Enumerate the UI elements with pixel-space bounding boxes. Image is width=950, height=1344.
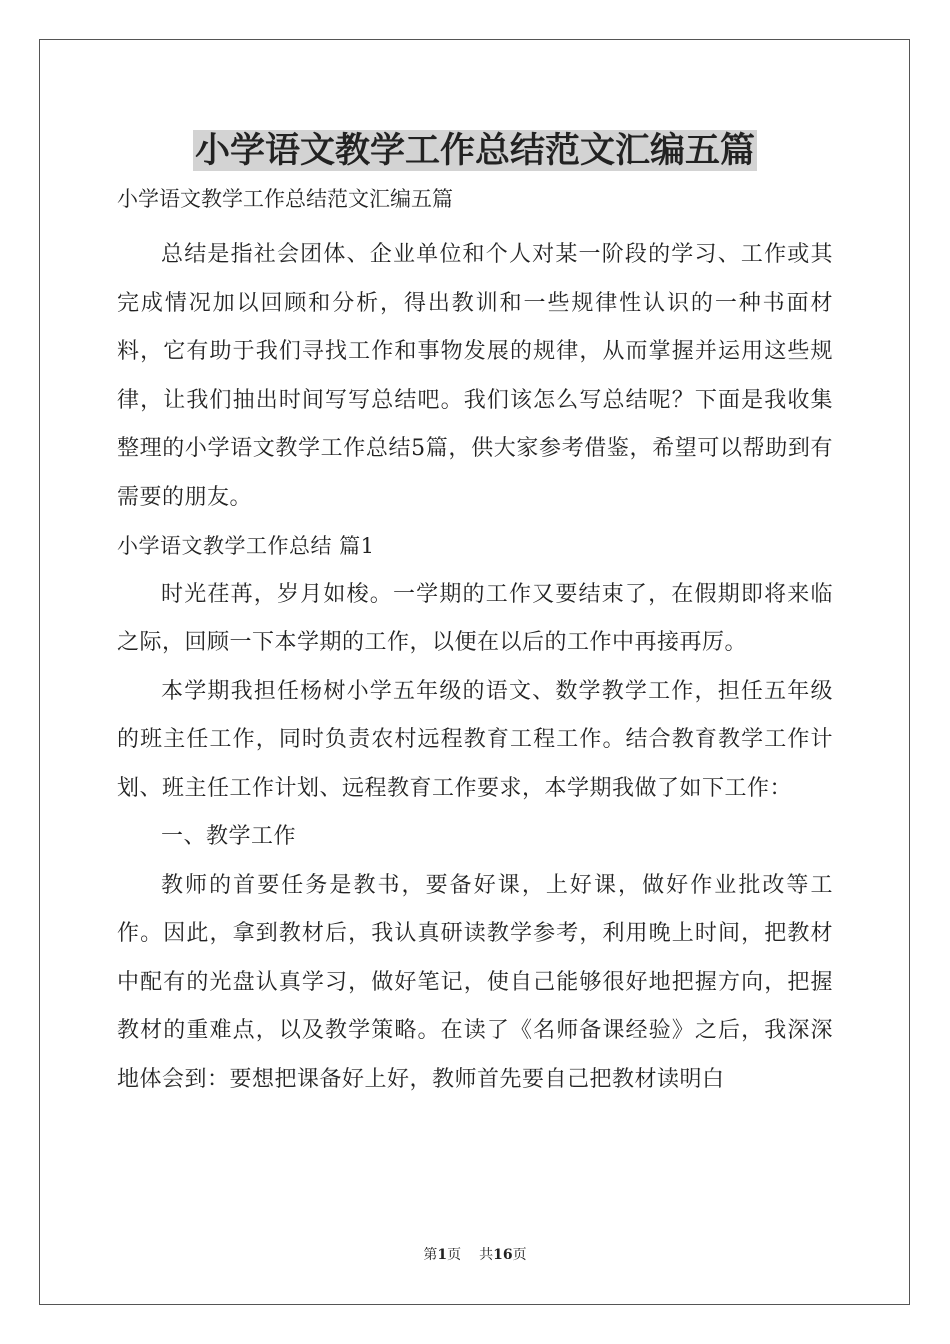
- page-unit: 页: [447, 1247, 462, 1263]
- page-footer: [0, 1245, 950, 1265]
- paragraph-responsibilities: 本学期我担任杨树小学五年级的语文、数学教学工作，担任五年级的班主任工作，同时负责农村远程教育工程工作。结合教育教学工作计划、班主任工作计划、远程教育工作要求，本学期我做了如下工作：: [117, 678, 833, 801]
- paragraph-opening: 时光荏苒，岁月如梭。一学期的工作又要结束了，在假期即将来临之际，回顾一下本学期的工作，以便在以后的工作中再接再厉。: [117, 581, 833, 655]
- intro-paragraph: 总结是指社会团体、企业单位和个人对某一阶段的学习、工作或其完成情况加以回顾和分析，得出教训和一些规律性认识的一种书面材料，它有助于我们寻找工作和事物发展的规律，从而掌握并运用这些规律，让我们抽出时间写写总结吧。我们该怎么写总结呢？下面是我收集整理的小学语文教学工作总结5篇，供大家参考借鉴，希望可以帮助到有需要的朋友。: [117, 242, 833, 510]
- subheading-teaching-work: 一、教学工作: [161, 824, 297, 849]
- document-title-text: 小学语文教学工作总结范文汇编五篇: [194, 130, 755, 171]
- body-text: [117, 231, 833, 1104]
- total-unit: 页: [512, 1247, 527, 1263]
- page-current: 1: [437, 1247, 448, 1263]
- document-title: [117, 128, 833, 174]
- paragraph-teaching: 教师的首要任务是教书，要备好课，上好课，做好作业批改等工作。因此，拿到教材后，我认真研读教学参考，利用晚上时间，把教材中配有的光盘认真学习，做好笔记，使自己能够很好地把握方向，把握教材的重难点，以及教学策略。在读了《名师备课经验》之后，我深深地体会到：要想把课备好上好，教师首先要自己把教材读明白: [117, 872, 833, 1092]
- section-heading-article-1: 小学语文教学工作总结 篇1: [117, 534, 375, 558]
- document-subtitle: 小学语文教学工作总结范文汇编五篇: [117, 187, 453, 211]
- total-prefix: 共: [479, 1247, 494, 1263]
- page-total: 16: [493, 1247, 513, 1263]
- page-prefix: 第: [423, 1247, 438, 1263]
